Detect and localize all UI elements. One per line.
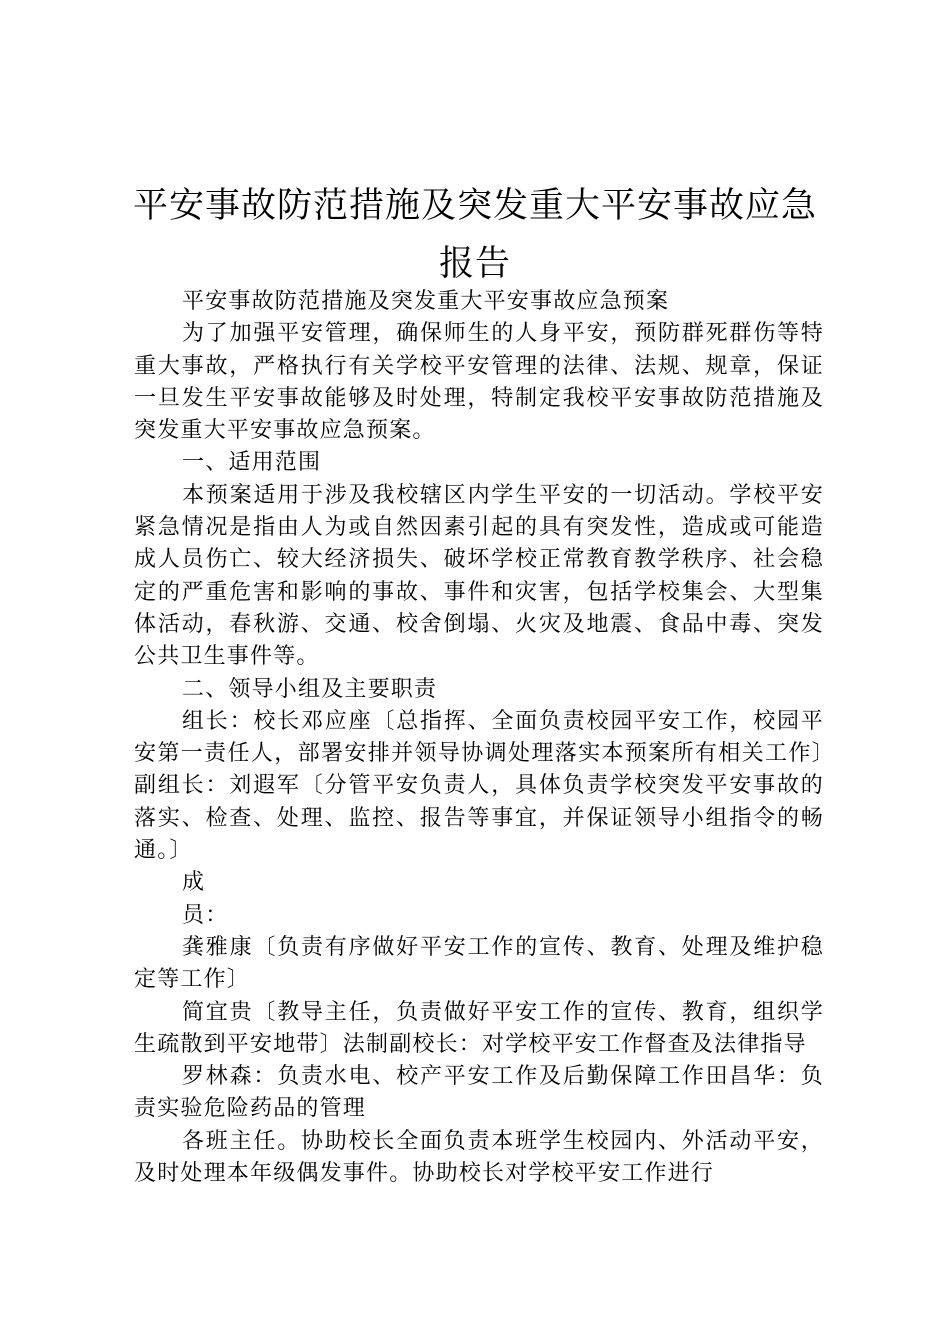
- paragraph-members-label-2: 员：: [182, 902, 229, 928]
- paragraph-scope: 本预案适用于涉及我校辖区内学生平安的一切活动。学校平安紧急情况是指由人为或自然因素引起的具有突发性，造成或可能造成人员伤亡、较大经济损失、破坏学校正常教育教学秩序、社会稳定的严重危害和影响的事故、事件和灾害，包括学校集会、大型集体活动，春秋游、交通、校舍倒塌、火灾及地震、食品中毒、突发公共卫生事件等。: [134, 482, 824, 670]
- paragraph-member-gong: 龚雅康〔负责有序做好平安工作的宣传、教育、处理及维护稳定等工作〕: [134, 934, 824, 993]
- paragraph-member-luo: 罗林森：负责水电、校产平安工作及后勤保障工作田昌华：负责实验危险药品的管理: [134, 1064, 824, 1122]
- paragraph-class-teachers: 各班主任。协助校长全面负责本班学生校园内、外活动平安，及时处理本年级偶发事件。协助校长对学校平安工作进行: [134, 1128, 824, 1187]
- paragraph-member-jian: 简宜贵〔教导主任，负责做好平安工作的宣传、教育，组织学生疏散到平安地带〕法制副校长：对学校平安工作督查及法律指导: [134, 999, 824, 1057]
- section-heading-leadership: 二、领导小组及主要职责: [182, 676, 438, 702]
- document-title-line-1: 平安事故防范措施及突发重大平安事故应急: [132, 186, 817, 226]
- paragraph-intro: 为了加强平安管理，确保师生的人身平安，预防群死群伤等特重大事故，严格执行有关学校平安管理的法律、法规、规章，保证一旦发生平安事故能够及时处理，特制定我校平安事故防范措施及突发重大平安事故应急预案。: [134, 321, 824, 444]
- paragraph-leaders: 组长：校长邓应座〔总指挥、全面负责校园平安工作，校园平安第一责任人，部署安排并领导协调处理落实本预案所有相关工作〕副组长：刘遐军〔分管平安负责人，具体负责学校突发平安事故的落实、检查、处理、监控、报告等事宜，并保证领导小组指令的畅通。〕: [134, 708, 824, 864]
- paragraph-subtitle: 平安事故防范措施及突发重大平安事故应急预案: [182, 289, 670, 314]
- document-body: [134, 286, 824, 1190]
- section-heading-scope: 一、适用范围: [182, 450, 322, 476]
- document-title-line-2: 报告: [438, 244, 511, 284]
- paragraph-members-label-1: 成: [182, 870, 206, 896]
